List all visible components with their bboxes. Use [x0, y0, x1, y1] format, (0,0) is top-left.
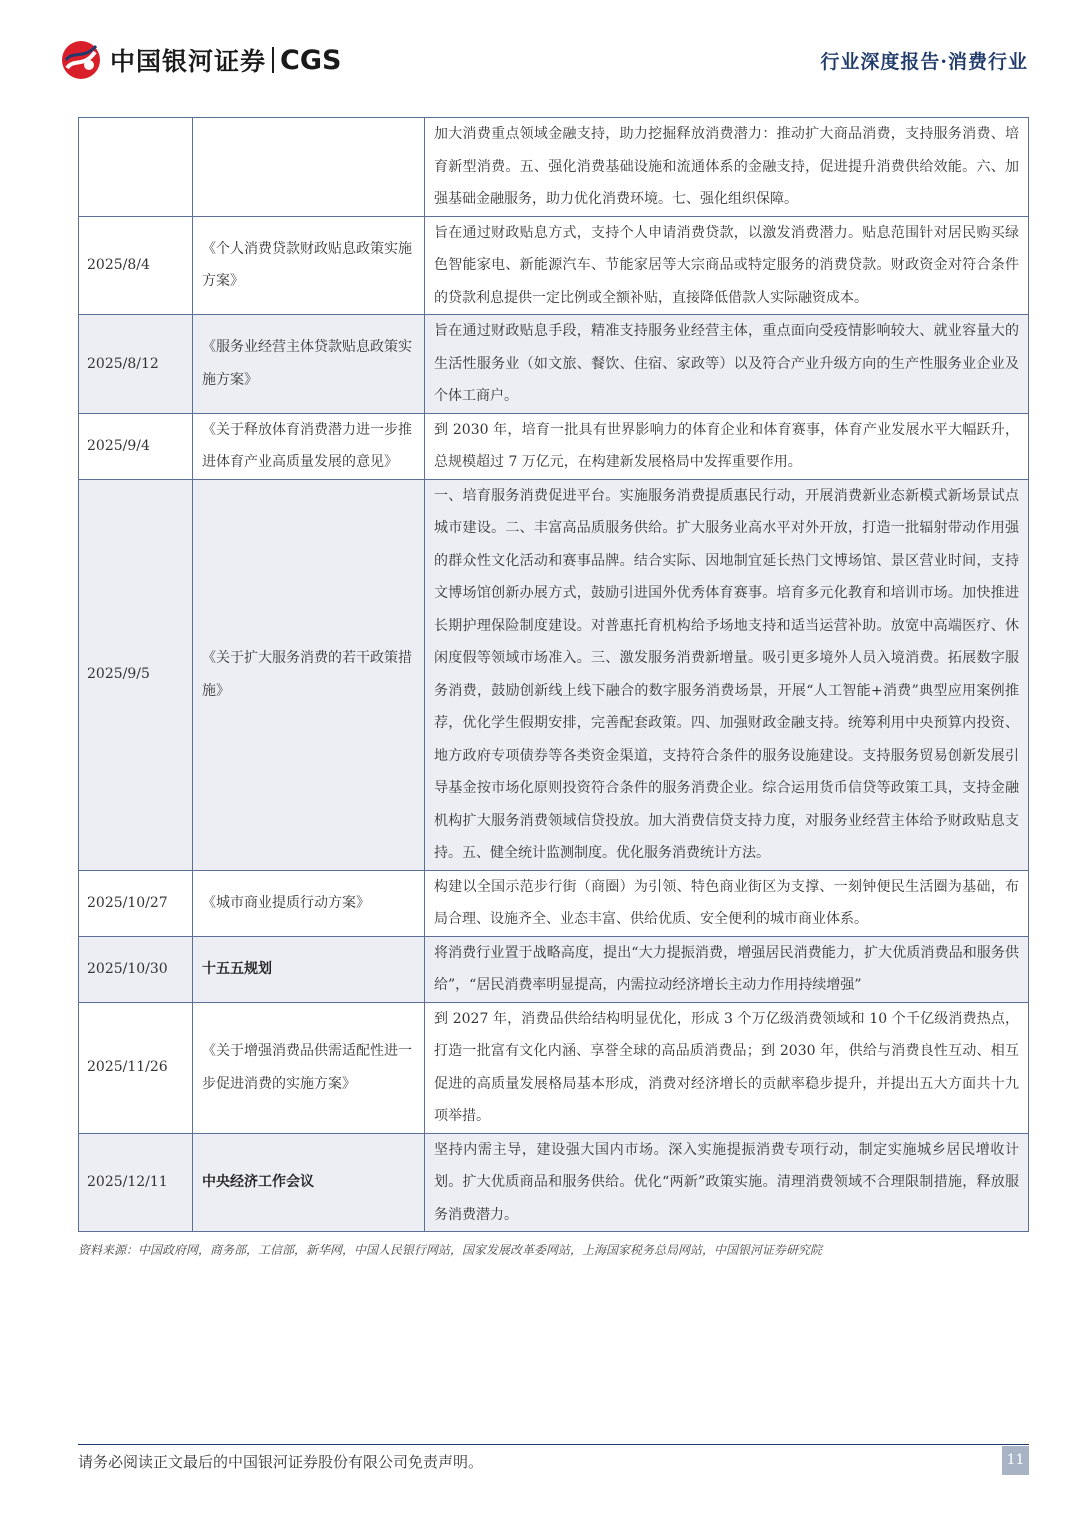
policy-description-cell: 一、培育服务消费促进平台。实施服务消费提质惠民行动，开展消费新业态新模式新场景试点城市建设。二、丰富高品质服务供给。扩大服务业高水平对外开放，打造一批辐射带动作用强的群众性文化活动和赛事品牌。结合实际、因地制宜延长热门文博场馆、景区营业时间，支持文博场馆创新办展方式，鼓励引进国外优秀体育赛事。培育多元化教育和培训市场。加快推进长期护理保险制度建设。对普惠托育机构给予场地支持和适当运营补助。放宽中高端医疗、休闲度假等领域市场准入。三、激发服务消费新增量。吸引更多境外人员入境消费。拓展数字服务消费，鼓励创新线上线下融合的数字服务消费场景，开展“人工智能+消费”典型应用案例推荐，优化学生假期安排，完善配套政策。四、加强财政金融支持。统筹利用中央预算内投资、地方政府专项债券等各类资金渠道，支持符合条件的服务设施建设。支持服务贸易创新发展引导基金按市场化原则投资符合条件的服务消费企业。综合运用货币信贷等政策工具，支持金融机构扩大服务消费领域信贷投放。加大消费信贷支持力度，对服务业经营主体给予财政贴息支持。五、健全统计监测制度。优化服务消费统计方法。 — [425, 479, 1029, 870]
table-row — [79, 216, 1029, 315]
date-cell: 2025/8/4 — [79, 216, 193, 315]
date-cell — [79, 118, 193, 217]
page-number: 11 — [1002, 1446, 1029, 1475]
date-cell: 2025/8/12 — [79, 315, 193, 414]
date-cell: 2025/12/11 — [79, 1133, 193, 1232]
policy-description-cell: 将消费行业置于战略高度，提出“大力提振消费，增强居民消费能力，扩大优质消费品和服务供给”，“居民消费率明显提高，内需拉动经济增长主动力作用持续增强” — [425, 936, 1029, 1002]
page-header — [0, 0, 1080, 100]
policy-description-cell: 加大消费重点领域金融支持，助力挖掘释放消费潜力：推动扩大商品消费，支持服务消费、培育新型消费。五、强化消费基础设施和流通体系的金融支持，促进提升消费供给效能。六、加强基础金融服务，助力优化消费环境。七、强化组织保障。 — [425, 118, 1029, 217]
policy-name-cell: 《关于释放体育消费潜力进一步推进体育产业高质量发展的意见》 — [193, 413, 425, 479]
policy-description-cell: 旨在通过财政贴息方式，支持个人申请消费贷款，以激发消费潜力。贴息范围针对居民购买绿色智能家电、新能源汽车、节能家居等大宗商品或特定服务的消费贷款。财政资金对符合条件的贷款利息提供一定比例或全额补贴，直接降低借款人实际融资成本。 — [425, 216, 1029, 315]
policy-name-cell: 中央经济工作会议 — [193, 1133, 425, 1232]
policy-description-cell: 到 2027 年，消费品供给结构明显优化，形成 3 个万亿级消费领域和 10 个千亿级消费热点，打造一批富有文化内涵、享誉全球的高品质消费品；到 2030 年，供给与消费良性互动、相互促进的高质量发展格局基本形成，消费对经济增长的贡献率稳步提升，并提出五大方面共十九项举措。 — [425, 1002, 1029, 1133]
date-cell: 2025/10/27 — [79, 870, 193, 936]
table-row — [79, 118, 1029, 217]
policy-description-cell: 旨在通过财政贴息手段，精准支持服务业经营主体，重点面向受疫情影响较大、就业容量大的生活性服务业（如文旅、餐饮、住宿、家政等）以及符合产业升级方向的生产性服务业企业及个体工商户。 — [425, 315, 1029, 414]
date-cell: 2025/9/5 — [79, 479, 193, 870]
policy-name-cell: 《个人消费贷款财政贴息政策实施方案》 — [193, 216, 425, 315]
table-row — [79, 870, 1029, 936]
table-row — [79, 315, 1029, 414]
policy-description-cell: 到 2030 年，培育一批具有世界影响力的体育企业和体育赛事，体育产业发展水平大幅跃升，总规模超过 7 万亿元，在构建新发展格局中发挥重要作用。 — [425, 413, 1029, 479]
cgs-logo-icon — [58, 38, 104, 82]
table-row — [79, 1133, 1029, 1232]
date-cell: 2025/10/30 — [79, 936, 193, 1002]
table-row — [79, 936, 1029, 1002]
policy-name-cell: 《关于扩大服务消费的若干政策措施》 — [193, 479, 425, 870]
footer-disclaimer: 请务必阅读正文最后的中国银河证券股份有限公司免责声明。 — [78, 1453, 484, 1471]
policy-name-cell — [193, 118, 425, 217]
company-logo — [58, 38, 341, 82]
policy-name-cell: 《关于增强消费品供需适配性进一步促进消费的实施方案》 — [193, 1002, 425, 1133]
date-cell: 2025/11/26 — [79, 1002, 193, 1133]
table-row — [79, 479, 1029, 870]
logo-chinese-name: 中国银河证券 — [110, 47, 267, 76]
policy-name-cell: 《服务业经营主体贷款贴息政策实施方案》 — [193, 315, 425, 414]
date-cell: 2025/9/4 — [79, 413, 193, 479]
policy-description-cell: 坚持内需主导，建设强大国内市场。深入实施提振消费专项行动，制定实施城乡居民增收计划。扩大优质商品和服务供给。优化“两新”政策实施。清理消费领域不合理限制措施，释放服务消费潜力。 — [425, 1133, 1029, 1232]
policy-table — [78, 117, 1029, 1232]
logo-english-name: CGS — [280, 44, 342, 76]
report-type-label: 行业深度报告·消费行业 — [820, 51, 1028, 73]
policy-description-cell: 构建以全国示范步行街（商圈）为引领、特色商业街区为支撑、一刻钟便民生活圈为基础，布局合理、设施齐全、业态丰富、供给优质、安全便利的城市商业体系。 — [425, 870, 1029, 936]
policy-name-cell: 十五五规划 — [193, 936, 425, 1002]
logo-divider — [272, 47, 274, 73]
footer-divider — [78, 1444, 1029, 1445]
source-note: 资料来源：中国政府网，商务部，工信部，新华网，中国人民银行网站，国家发展改革委网站，上海国家税务总局网站，中国银河证券研究院 — [78, 1243, 823, 1257]
table-row — [79, 1002, 1029, 1133]
policy-name-cell: 《城市商业提质行动方案》 — [193, 870, 425, 936]
table-row — [79, 413, 1029, 479]
